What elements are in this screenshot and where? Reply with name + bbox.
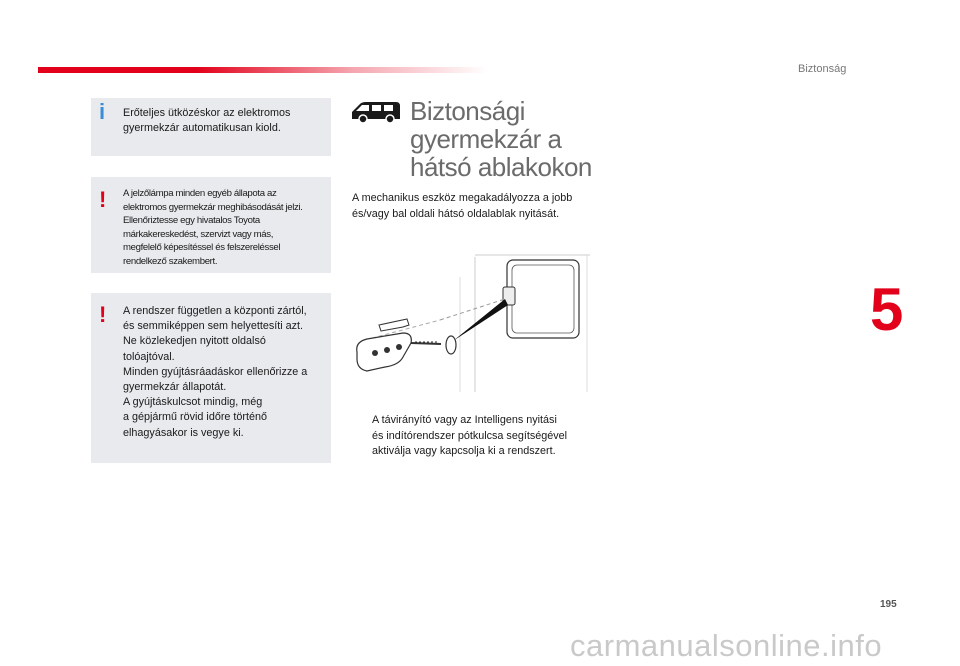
page-number: 195 [880,599,897,610]
instruction-text: A távirányító vagy az Intelligens nyitási és indítórendszer pótkulcsa segítségével aktiválja vagy kapcsolja ki a rendszert. [372,414,568,458]
intro-text: A mechanikus eszköz megakadályozza a jobb és/vagy bal oldali hátsó oldalablak nyitását. [352,192,573,220]
info-note-text: Erőteljes ütközéskor az elektromos gyermekzár automatikusan kiold. [123,107,291,134]
info-icon: i [99,99,106,124]
chapter-number: 5 [870,276,904,343]
warning-icon: ! [99,302,107,327]
page-title: Biztonsági gyermekzár a hátsó ablakokon [410,96,592,182]
warning-note-system [91,293,331,463]
warning-note-text: A jelzőlámpa minden egyéb állapota az elektromos gyermekzár meghibásodását jelzi. Ellenőriztesse egy hivatalos Toyota márkakereskedést, szervizt vagy más, megfelelő képesítéssel és felszereléssel rendelkező szakembert. [123,188,303,267]
watermark: carmanualsonline.info [570,628,883,663]
header-accent-bar [38,67,488,73]
info-note [91,98,331,156]
warning-icon: ! [99,187,107,212]
warning-note-indicator [91,177,331,273]
van-icon [350,100,402,124]
section-header: Biztonság [798,63,847,75]
window-lock-illustration [345,247,595,392]
warning-note-text: A rendszer független a központi zártól, és semmiképpen sem helyettesíti azt. Ne közlekedjen nyitott oldalsó tolóajtóval. Minden gyújtásráadáskor ellenőrizze a gyermekzár állapotát. A gyújtáskulcsot mindig, még a gépjármű rövid időre történő elhagyásakor is vegye ki. [123,305,308,439]
